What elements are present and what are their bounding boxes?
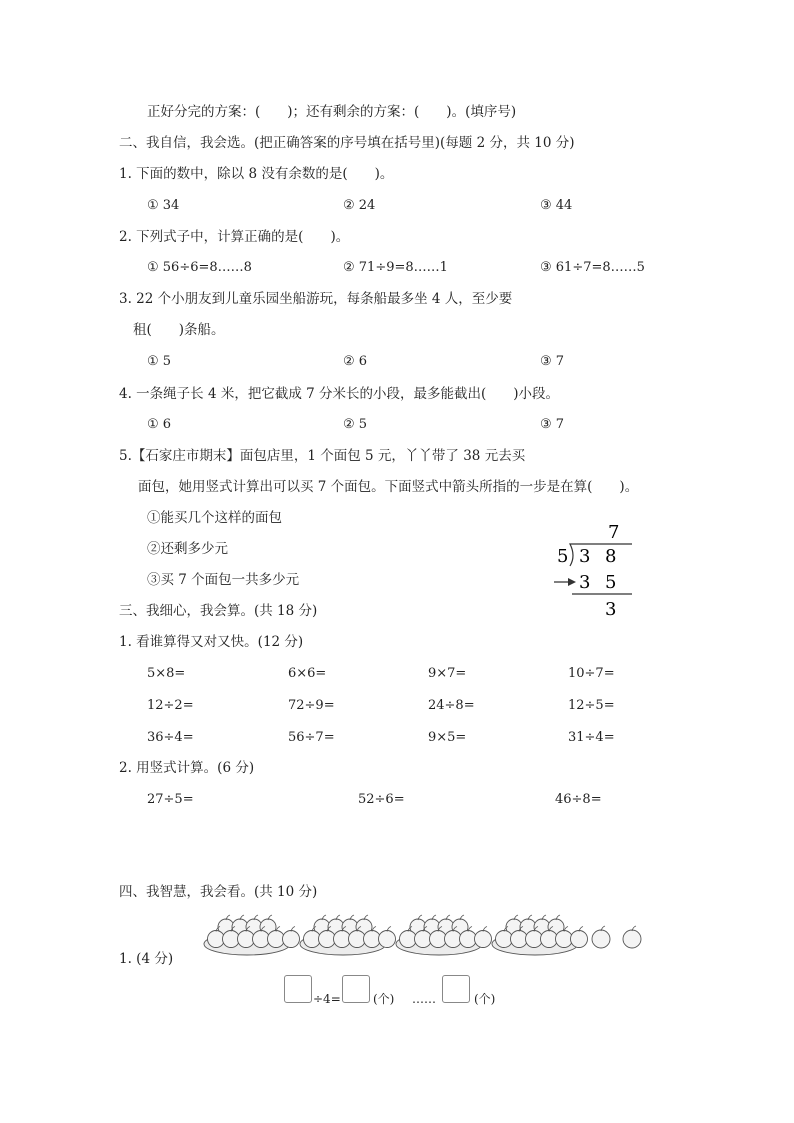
answer-box-remainder[interactable] bbox=[442, 975, 470, 1003]
q5-option-3: ③买 7 个面包一共多少元 bbox=[147, 572, 300, 588]
long-division-figure bbox=[548, 518, 638, 622]
vertical-calc-item: 46÷8= bbox=[555, 792, 602, 807]
apple-icon bbox=[379, 931, 396, 948]
section-4-heading: 四、我智慧，我会看。(共 10 分) bbox=[119, 884, 318, 900]
question-3-line-2: 租( )条船。 bbox=[133, 322, 225, 338]
vertical-calc-item: 27÷5= bbox=[147, 792, 194, 807]
division-dividend-ones: 8 bbox=[605, 546, 617, 567]
q2-option-3: ③ 61÷7=8……5 bbox=[540, 260, 645, 275]
question-5-line-2: 面包，她用竖式计算出可以买 7 个面包。下面竖式中箭头所指的一步是在算( )。 bbox=[138, 479, 639, 495]
section-2-heading: 二、我自信，我会选。(把正确答案的序号填在括号里)(每题 2 分，共 10 分) bbox=[119, 135, 575, 151]
apple-plates-figure bbox=[200, 912, 650, 962]
apple-icon bbox=[349, 931, 366, 948]
apple-plate bbox=[396, 915, 492, 955]
division-product-ones: 5 bbox=[605, 572, 617, 593]
q3-option-3: ③ 7 bbox=[540, 354, 565, 369]
division-product-tens: 3 bbox=[579, 572, 591, 593]
vertical-calc-item: 52÷6= bbox=[358, 792, 405, 807]
calc-item: 31÷4= bbox=[568, 730, 615, 745]
division-quotient: 7 bbox=[608, 522, 620, 543]
apple-icon bbox=[208, 931, 225, 948]
calc-item: 10÷7= bbox=[568, 666, 615, 681]
question-2: 2. 下列式子中，计算正确的是( )。 bbox=[119, 229, 350, 245]
section-4-question-1: 1. (4 分) bbox=[119, 951, 174, 967]
apple-icon bbox=[253, 931, 270, 948]
calc-item: 9×7= bbox=[428, 666, 467, 681]
q3-option-2: ② 6 bbox=[343, 354, 368, 369]
apple-icon bbox=[511, 931, 528, 948]
apple-icon bbox=[238, 931, 255, 948]
answer-box-dividend[interactable] bbox=[284, 975, 312, 1003]
calc-item: 24÷8= bbox=[428, 698, 475, 713]
q2-option-2: ② 71÷9=8……1 bbox=[343, 260, 448, 275]
apple-icon bbox=[400, 931, 417, 948]
q3-option-1: ① 5 bbox=[147, 354, 172, 369]
calc-item: 12÷2= bbox=[147, 698, 194, 713]
apple-icon bbox=[623, 930, 641, 948]
apple-icon bbox=[445, 931, 462, 948]
leftover-apple bbox=[592, 926, 610, 948]
q1-option-2: ② 24 bbox=[343, 198, 376, 213]
question-5-line-1: 5.【石家庄市期末】面包店里，1 个面包 5 元，丫丫带了 38 元去买 bbox=[119, 448, 526, 464]
question-4: 4. 一条绳子长 4 米，把它截成 7 分米长的小段，最多能截出( )小段。 bbox=[119, 386, 560, 402]
apple-icon bbox=[430, 931, 447, 948]
calc-item: 12÷5= bbox=[568, 698, 615, 713]
question-3-line-1: 3. 22 个小朋友到儿童乐园坐船游玩，每条船最多坐 4 人，至少要 bbox=[119, 291, 513, 307]
apple-icon bbox=[283, 931, 300, 948]
apple-icon bbox=[475, 931, 492, 948]
apple-icon bbox=[364, 931, 381, 948]
apple-icon bbox=[415, 931, 432, 948]
apple-plate bbox=[204, 915, 300, 955]
calc-item: 9×5= bbox=[428, 730, 467, 745]
formula-unit-1: (个) bbox=[373, 992, 395, 1006]
q1-option-1: ① 34 bbox=[147, 198, 180, 213]
q2-option-1: ① 56÷6=8……8 bbox=[147, 260, 252, 275]
answer-box-quotient[interactable] bbox=[342, 975, 370, 1003]
calc-item: 36÷4= bbox=[147, 730, 194, 745]
apple-icon bbox=[334, 931, 351, 948]
formula-divide: ÷4= bbox=[313, 992, 341, 1006]
arrow-head-icon bbox=[568, 578, 576, 586]
division-remainder: 3 bbox=[605, 599, 617, 620]
q4-option-1: ① 6 bbox=[147, 417, 172, 432]
division-divisor: 5 bbox=[557, 546, 569, 567]
apple-icon bbox=[304, 931, 321, 948]
leftover-apple bbox=[623, 926, 641, 948]
apple-icon bbox=[319, 931, 336, 948]
apple-icon bbox=[526, 931, 543, 948]
apple-icon bbox=[460, 931, 477, 948]
q5-option-2: ②还剩多少元 bbox=[147, 541, 228, 557]
apple-icon bbox=[571, 931, 588, 948]
q1-option-3: ③ 44 bbox=[540, 198, 573, 213]
apple-icon bbox=[268, 931, 285, 948]
calc-question-2: 2. 用竖式计算。(6 分) bbox=[119, 760, 255, 776]
apple-icon bbox=[223, 931, 240, 948]
calc-item: 6×6= bbox=[288, 666, 327, 681]
question-1: 1. 下面的数中，除以 8 没有余数的是( )。 bbox=[119, 166, 394, 182]
apple-icon bbox=[496, 931, 513, 948]
q5-option-1: ①能买几个这样的面包 bbox=[147, 510, 282, 526]
q4-option-3: ③ 7 bbox=[540, 417, 565, 432]
apple-plate bbox=[300, 915, 396, 955]
calc-item: 72÷9= bbox=[288, 698, 335, 713]
apple-icon bbox=[556, 931, 573, 948]
q4-option-2: ② 5 bbox=[343, 417, 368, 432]
apple-icon bbox=[541, 931, 558, 948]
fill-in-line: 正好分完的方案：( )；还有剩余的方案：( )。(填序号) bbox=[147, 104, 517, 120]
section-3-heading: 三、我细心，我会算。(共 18 分) bbox=[119, 603, 318, 619]
division-dividend-tens: 3 bbox=[579, 546, 591, 567]
calc-item: 5×8= bbox=[147, 666, 186, 681]
formula-unit-2: (个) bbox=[474, 992, 496, 1006]
apple-icon bbox=[592, 930, 610, 948]
apple-plate bbox=[492, 915, 588, 955]
calc-question-1: 1. 看谁算得又对又快。(12 分) bbox=[119, 634, 304, 650]
formula-dots: …… bbox=[412, 992, 436, 1006]
calc-item: 56÷7= bbox=[288, 730, 335, 745]
